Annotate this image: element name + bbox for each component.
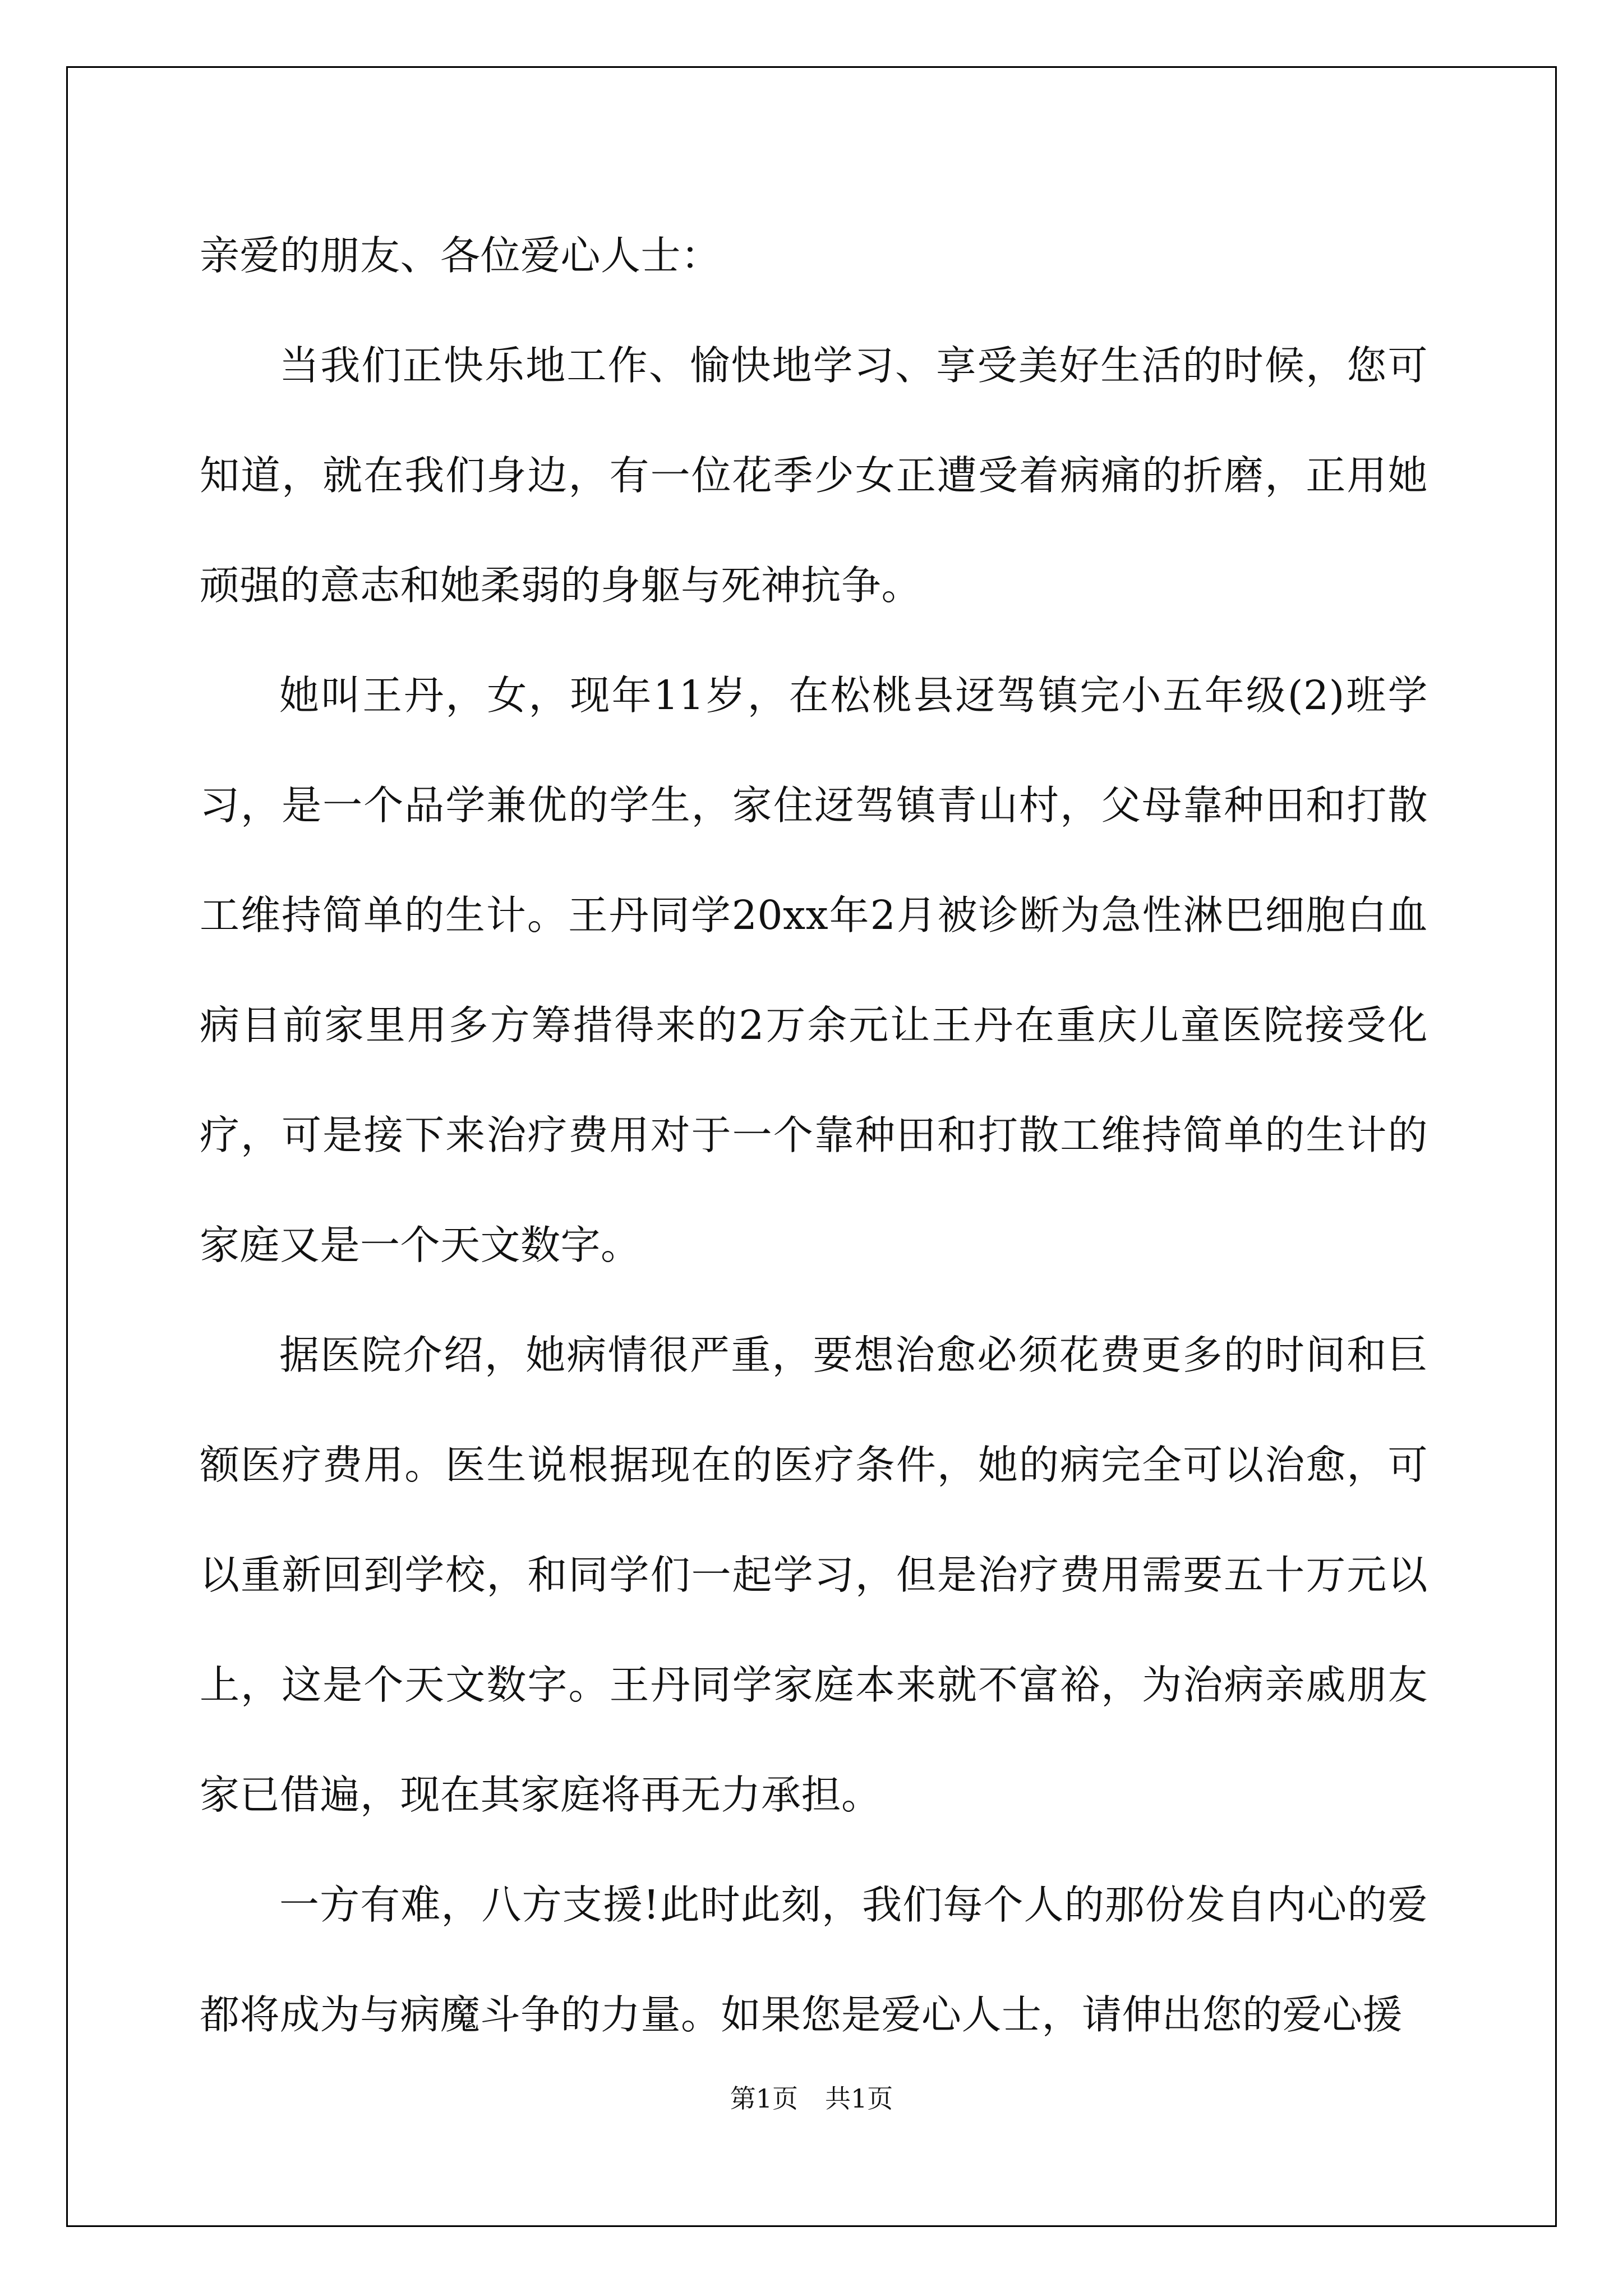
salutation: 亲爱的朋友、各位爱心人士： (200, 232, 721, 279)
page-footer (0, 2082, 1623, 2115)
paragraph-2: 她叫王丹，女，现年11岁，在松桃县迓驾镇完小五年级(2)班学习，是一个品学兼优的学生，家住迓驾镇青山村，父母靠种田和打散工维持简单的生计。王丹同学20xx年2月被诊断为急性淋巴细胞白血病目前家里用多方筹措得来的2万余元让王丹在重庆儿童医院接受化疗，可是接下来治疗费用对于一个靠种田和打散工维持简单的生计的家庭又是一个天文数字。 (200, 672, 1428, 1268)
page-number: 第1页 (730, 2083, 798, 2114)
paragraph-1: 当我们正快乐地工作、愉快地学习、享受美好生活的时候，您可知道，就在我们身边，有一位花季少女正遭受着病痛的折磨，正用她顽强的意志和她柔弱的身躯与死神抗争。 (200, 342, 1428, 609)
paragraph-4: 一方有难，八方支援!此时此刻，我们每个人的那份发自内心的爱都将成为与病魔斗争的力量。如果您是爱心人士，请伸出您的爱心援 (200, 1881, 1428, 2038)
letter-body (200, 201, 1428, 2070)
paragraph-3: 据医院介绍，她病情很严重，要想治愈必须花费更多的时间和巨额医疗费用。医生说根据现在的医疗条件，她的病完全可以治愈，可以重新回到学校，和同学们一起学习，但是治疗费用需要五十万元以上，这是个天文数字。王丹同学家庭本来就不富裕，为治病亲戚朋友家已借遍，现在其家庭将再无力承担。 (200, 1332, 1428, 1818)
page-total: 共1页 (825, 2083, 893, 2114)
